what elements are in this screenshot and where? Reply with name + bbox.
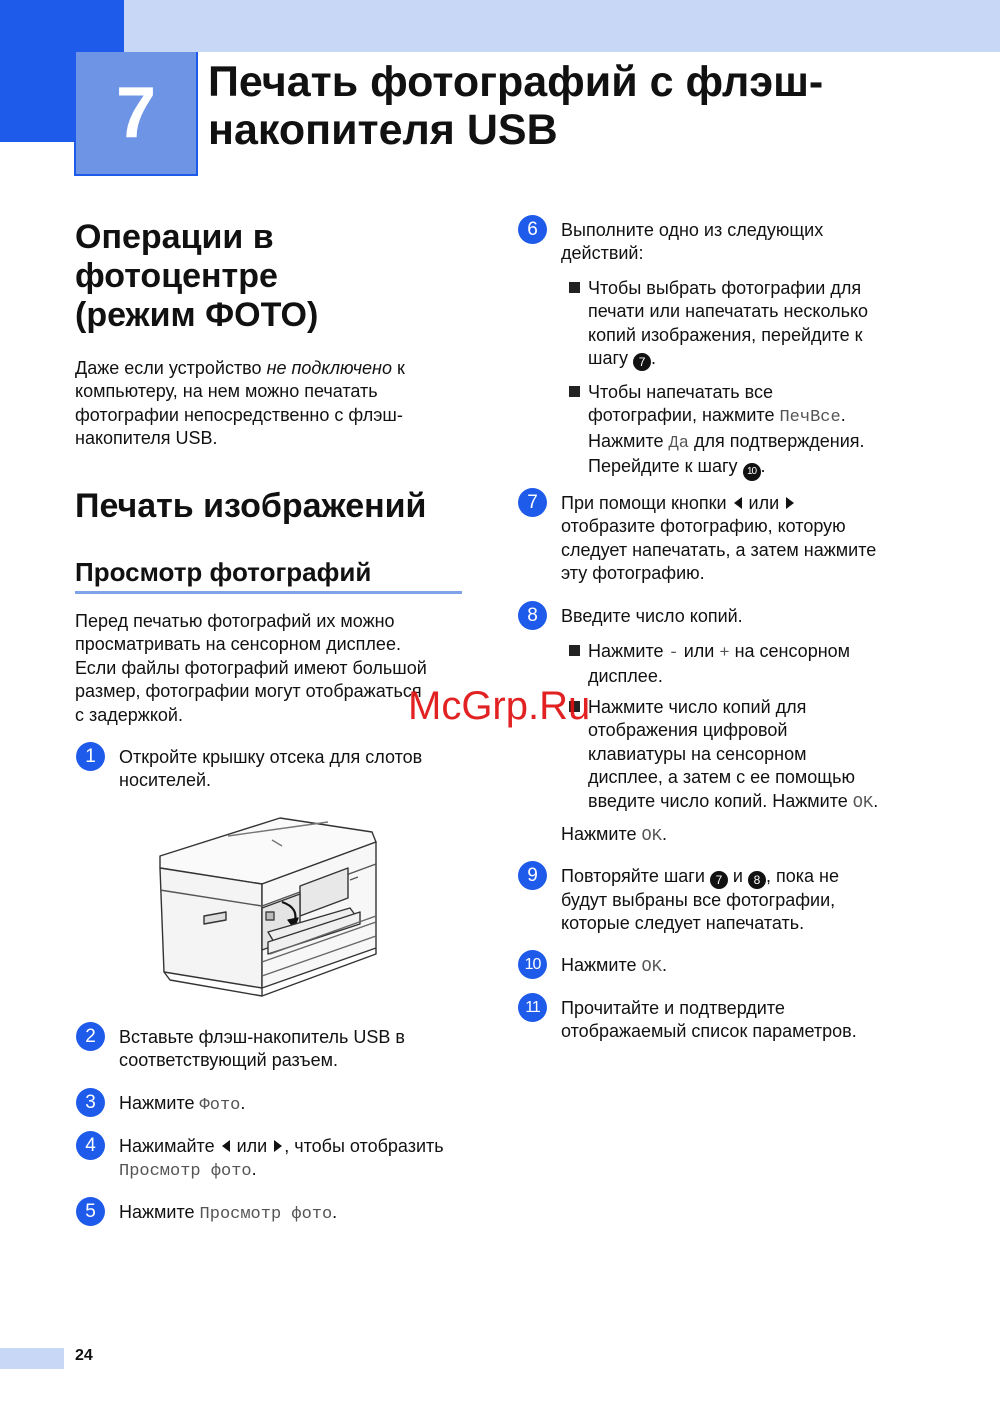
- step-7-text-a: При помощи кнопки: [561, 493, 732, 513]
- step-ref-badge: 8: [748, 871, 766, 889]
- step-2: [76, 1022, 469, 1073]
- step-7-line2: отобразите фотографию, которую: [561, 516, 846, 537]
- step-6-line2: действий:: [561, 243, 644, 264]
- bullet-line: Нажмите: [588, 641, 669, 661]
- button-label-yes: Да: [668, 433, 689, 453]
- step-8-line1: Введите число копий.: [561, 606, 743, 626]
- header-bar: [0, 0, 1000, 52]
- button-label-ok: OK: [641, 827, 662, 846]
- bullet-line: или: [678, 641, 720, 661]
- step-9-text-mid: и: [727, 866, 748, 886]
- step-ref-badge: 7: [710, 871, 728, 889]
- step-7-line3: следует напечатать, а затем нажмите: [561, 539, 877, 560]
- bullet-line: Перейдите к шагу: [588, 456, 743, 477]
- step-3-period: .: [240, 1093, 246, 1113]
- minus-button-label: -: [668, 644, 679, 663]
- bullet-line: копий изображения, перейдите к: [588, 324, 863, 345]
- page-number: 24: [75, 1347, 93, 1364]
- section-title-photo-mode: [75, 218, 318, 335]
- chapter-title: [208, 58, 968, 154]
- step-badge: 1: [76, 742, 105, 771]
- watermark: McGrp.Ru: [408, 684, 591, 728]
- step-2-line1: Вставьте флэш-накопитель USB в: [119, 1027, 405, 1047]
- step-badge: 11: [518, 993, 547, 1022]
- bullet-line: печати или напечатать несколько: [588, 301, 869, 322]
- step-ref-badge: 7: [633, 353, 651, 371]
- step-badge: 7: [518, 488, 547, 517]
- bullet-line: клавиатуры на сенсорном: [588, 743, 807, 764]
- footer-bar: [0, 1348, 64, 1369]
- step-badge: 5: [76, 1197, 105, 1226]
- subsection-title-view-photos: Просмотр фотографий: [75, 557, 372, 587]
- view-line3: Если файлы фотографий имеют большой: [75, 657, 427, 678]
- step-7-line4: эту фотографию.: [561, 563, 705, 584]
- step-badge: 9: [518, 861, 547, 890]
- bullet-line: Чтобы напечатать все: [588, 382, 774, 402]
- step-8-bullet-1: [588, 640, 918, 689]
- button-label-ok: OK: [641, 958, 662, 977]
- step-11: [518, 993, 931, 1044]
- printer-illustration: [150, 812, 390, 998]
- left-arrow-icon: [222, 1140, 230, 1152]
- bullet-icon: [569, 645, 580, 656]
- step-badge: 10: [518, 950, 547, 979]
- step-3: [76, 1088, 245, 1117]
- step-6: [518, 215, 921, 266]
- step-badge: 2: [76, 1022, 105, 1051]
- step-8-bullet-2: [588, 696, 918, 815]
- step-10-period: .: [661, 955, 667, 975]
- step-7: [518, 488, 931, 586]
- step-4-text-b: , чтобы отобразить: [284, 1136, 444, 1156]
- step-11-line2: отображаемый список параметров.: [561, 1021, 857, 1042]
- right-arrow-icon: [786, 497, 794, 509]
- bullet-line: Нажмите число копий для: [588, 697, 807, 717]
- intro-line3: фотографии непосредственно с флэш-: [75, 404, 403, 425]
- step-4: [76, 1131, 479, 1184]
- button-label-photo: Фото: [199, 1096, 241, 1115]
- bullet-line: дисплее, а затем с ее помощью: [588, 767, 855, 788]
- step-badge: 4: [76, 1131, 105, 1160]
- section-title-print-images: Печать изображений: [75, 487, 427, 525]
- step-10-text: Нажмите: [561, 955, 642, 975]
- step-6-bullet-2: [588, 381, 918, 481]
- step-5-period: .: [332, 1202, 338, 1222]
- section-title-line1: Операции в: [75, 218, 274, 256]
- bullet-line: Нажмите: [588, 430, 669, 451]
- bullet-icon: [569, 386, 580, 397]
- bullet-period: .: [873, 790, 879, 811]
- step-badge: 8: [518, 601, 547, 630]
- chapter-title-line2: накопителя USB: [208, 106, 558, 154]
- plus-button-label: +: [719, 644, 730, 663]
- bullet-line: на сенсорном: [729, 641, 851, 661]
- step-1-line2: носителей.: [119, 770, 212, 791]
- chapter-title-line1: Печать фотографий с флэш-: [208, 58, 824, 106]
- bullet-period: .: [651, 348, 657, 369]
- step-11-line1: Прочитайте и подтвердите: [561, 998, 785, 1018]
- step-3-text: Нажмите: [119, 1093, 200, 1113]
- intro-line4: накопителя USB.: [75, 428, 218, 449]
- view-line1: Перед печатью фотографий их можно: [75, 611, 395, 631]
- intro-text-a: Даже если устройство: [75, 358, 267, 378]
- chapter-number: 7: [115, 73, 157, 153]
- step-9-line2: будут выбраны все фотографии,: [561, 890, 836, 910]
- step-10: [518, 950, 667, 979]
- button-label-view-photo: Просмотр фото: [119, 1162, 252, 1182]
- step-8: [518, 601, 743, 630]
- step-9: [518, 861, 931, 936]
- step-2-line2: соответствующий разъем.: [119, 1050, 339, 1071]
- step-9-text-b: , пока не: [765, 866, 839, 886]
- section-title-line3: (режим ФОТО): [75, 296, 319, 334]
- step-5: [76, 1197, 337, 1226]
- step-6-line1: Выполните одно из следующих: [561, 220, 824, 240]
- bullet-line: Чтобы выбрать фотографии для: [588, 278, 862, 298]
- bullet-line: дисплее.: [588, 666, 663, 687]
- step-4-text-a: Нажимайте: [119, 1136, 220, 1156]
- intro-paragraph: [75, 357, 475, 451]
- view-line2: просматривать на сенсорном дисплее.: [75, 634, 401, 655]
- step-badge: 6: [518, 215, 547, 244]
- intro-emphasis: не подключено: [266, 358, 392, 378]
- step-6-bullet-1: [588, 277, 918, 371]
- chapter-number-box: [74, 52, 198, 176]
- button-label-view-photo: Просмотр фото: [199, 1205, 333, 1224]
- step-9-line3: которые следует напечатать.: [561, 913, 805, 934]
- step-8-after: [561, 823, 667, 848]
- step-1: [76, 742, 469, 793]
- step-7-text-mid: или: [743, 493, 785, 513]
- section-title-line2: фотоцентре: [75, 257, 278, 295]
- view-line5: с задержкой.: [75, 704, 183, 725]
- bullet-period: .: [760, 456, 766, 477]
- step-4-period: .: [251, 1159, 257, 1180]
- bullet-line: фотографии, нажмите: [588, 405, 780, 426]
- step-1-line1: Откройте крышку отсека для слотов: [119, 747, 423, 767]
- left-arrow-icon: [734, 497, 742, 509]
- bullet-line: введите число копий. Нажмите: [588, 790, 853, 811]
- step-8-after-period: .: [661, 824, 667, 844]
- step-8-after-text: Нажмите: [561, 824, 642, 844]
- intro-line2: компьютеру, на нем можно печатать: [75, 381, 378, 402]
- step-badge: 3: [76, 1088, 105, 1117]
- intro-text-b: к: [391, 358, 405, 378]
- bullet-period: .: [840, 405, 846, 426]
- step-9-text-a: Повторяйте шаги: [561, 866, 710, 886]
- button-label-ok: OK: [852, 793, 874, 813]
- step-ref-badge: 10: [743, 463, 761, 481]
- bullet-icon: [569, 282, 580, 293]
- right-arrow-icon: [274, 1140, 282, 1152]
- button-label-print-all: ПечВсе: [779, 408, 841, 428]
- bullet-line: отображения цифровой: [588, 720, 788, 741]
- step-4-text-mid: или: [231, 1136, 273, 1156]
- step-5-text: Нажмите: [119, 1202, 200, 1222]
- subsection-underline: [75, 591, 462, 594]
- view-line4: размер, фотографии могут отображаться: [75, 681, 422, 702]
- bullet-line: для подтверждения.: [688, 430, 865, 451]
- bullet-line: шагу: [588, 348, 634, 369]
